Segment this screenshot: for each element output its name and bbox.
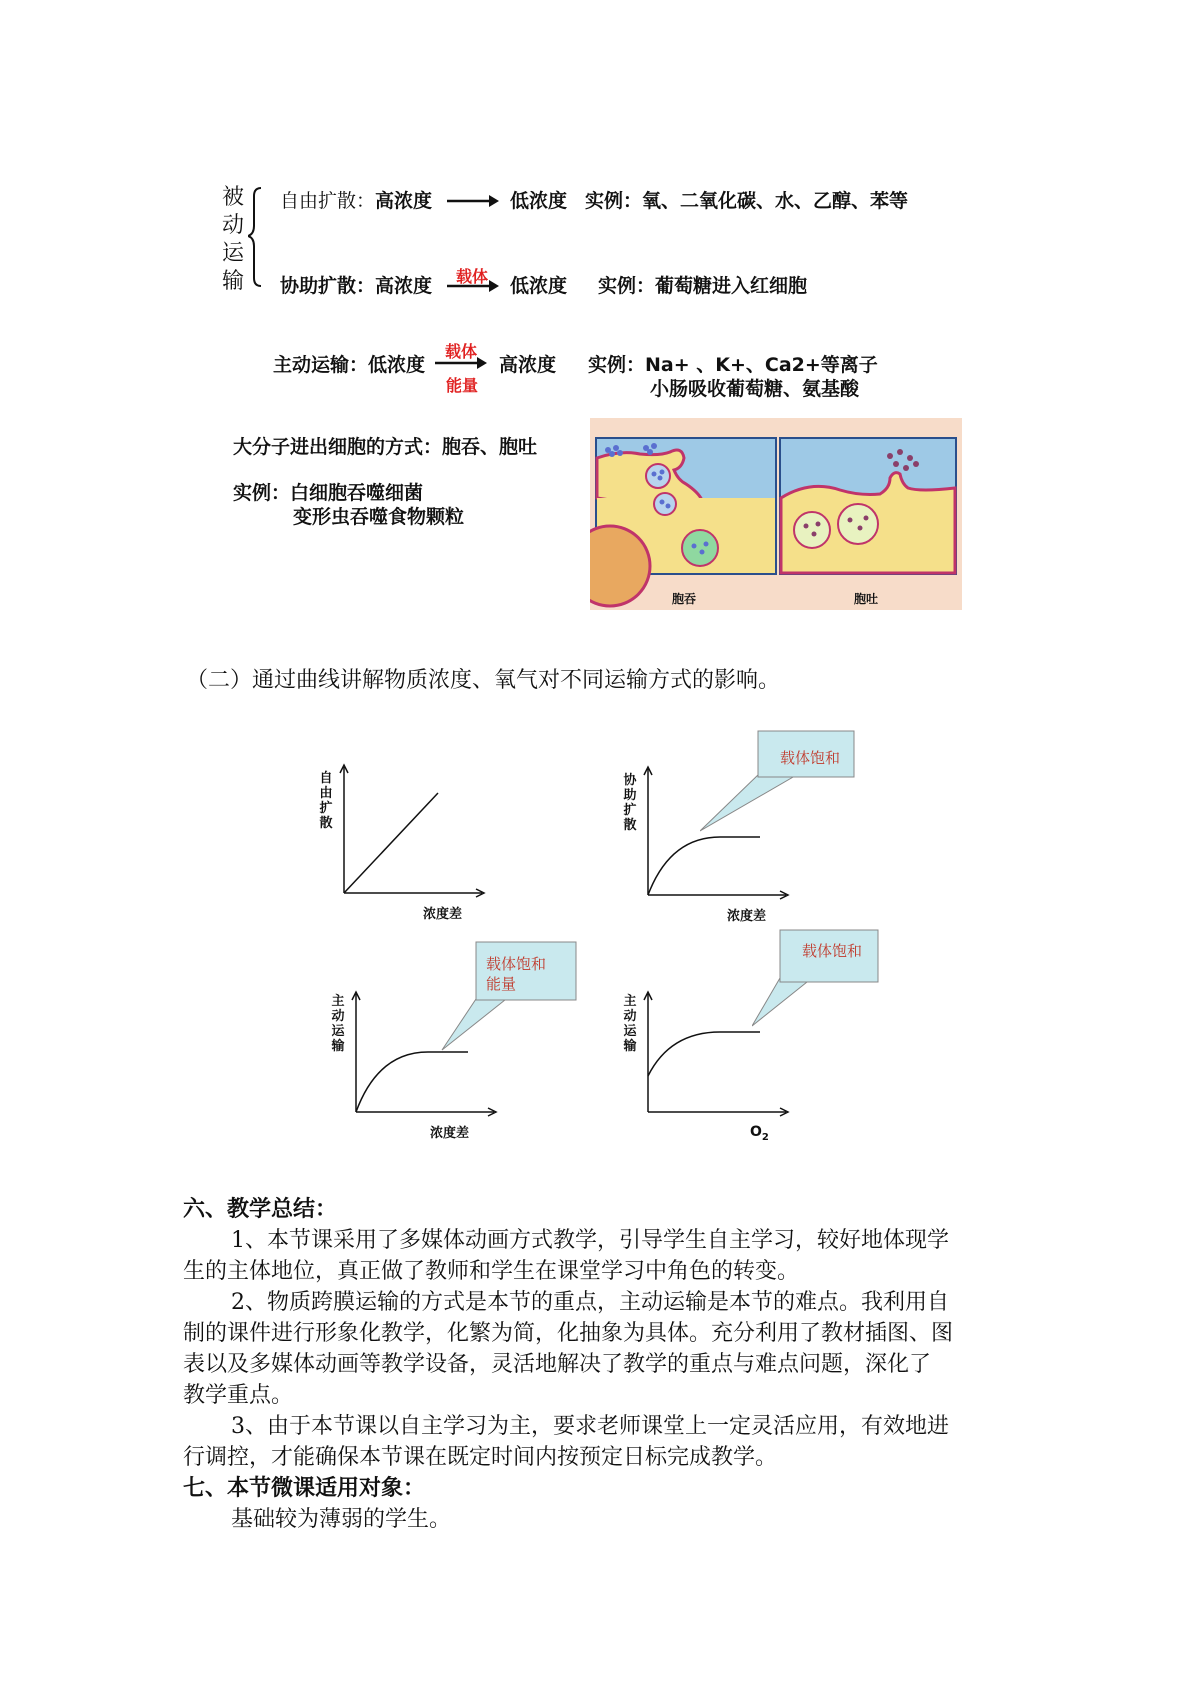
graph-xlabel: 浓度差 [727, 909, 767, 924]
active-arrow-bottom: 能量 [446, 376, 479, 395]
curve-line [344, 793, 438, 893]
summary-heading: 六、教学总结： [183, 1197, 338, 1222]
summary-line: 1、本节课采用了多媒体动画方式教学，引导学生自主学习，较好地体现学 [231, 1228, 949, 1253]
summary-line: 生的主体地位，真正做了教师和学生在课堂学习中角色的转变。 [183, 1259, 800, 1284]
facilitated-from: 高浓度 [375, 275, 433, 297]
facilitated-to: 低浓度 [510, 275, 568, 297]
summary-line: 教学重点。 [183, 1383, 294, 1408]
ylabel-char: 扩 [623, 803, 637, 818]
ylabel-char: 协 [623, 773, 637, 788]
free-to: 低浓度 [510, 190, 568, 212]
facilitated-diffusion-row [280, 274, 432, 298]
audience-text: 基础较为薄弱的学生。 [231, 1507, 452, 1532]
graph-xlabel [750, 1124, 769, 1143]
brace-icon [248, 186, 268, 288]
curve-line [648, 1032, 760, 1076]
ylabel-char: 输 [331, 1039, 345, 1054]
summary-line: 2、物质跨膜运输的方式是本节的重点，主动运输是本节的难点。我利用自 [231, 1290, 949, 1315]
ylabel-char: 散 [319, 816, 333, 831]
ylabel-char: 主 [623, 994, 637, 1009]
passive-char: 输 [221, 269, 244, 294]
ylabel-char: 运 [623, 1024, 637, 1039]
graph-ylabel [330, 994, 346, 1054]
ylabel-char: 扩 [319, 801, 333, 816]
active-transport-row [273, 353, 425, 377]
graph-ylabel [318, 771, 334, 831]
active-example-1: 实例：Na+ 、K+、Ca2+等离子 [588, 354, 878, 376]
cell-diagram [590, 418, 962, 610]
summary-line: 表以及多媒体动画等教学设备，灵活地解决了教学的重点与难点问题，深化了 [183, 1352, 932, 1377]
ylabel-char: 动 [623, 1009, 637, 1024]
exocytosis-caption: 胞吐 [854, 592, 879, 606]
callout-text: 载体饱和 [780, 749, 841, 767]
graph-xlabel: 浓度差 [430, 1126, 470, 1141]
graph-ylabel [622, 773, 638, 833]
free-from: 高浓度 [375, 190, 433, 212]
ylabel-char: 由 [319, 786, 333, 801]
active-from: 低浓度 [368, 354, 426, 376]
active-name: 主动运输： [273, 354, 369, 376]
section-two-intro: （二）通过曲线讲解物质浓度、氧气对不同运输方式的影响。 [186, 668, 781, 693]
ylabel-char: 输 [623, 1039, 637, 1054]
summary-body [183, 1225, 1023, 1473]
free-diffusion-row [280, 189, 432, 213]
passive-char: 动 [221, 213, 244, 238]
summary-line: 行调控，才能确保本节课在既定时间内按预定日标完成教学。 [183, 1445, 778, 1470]
graph-free-diffusion [318, 763, 488, 923]
ylabel-char: 运 [331, 1024, 345, 1039]
ylabel-char: 自 [319, 771, 333, 786]
curve-line [356, 1052, 468, 1112]
active-arrow-top: 载体 [445, 342, 478, 361]
passive-transport-label [221, 184, 245, 296]
xlabel-main: O [750, 1124, 762, 1140]
curve-line [648, 837, 760, 895]
active-to: 高浓度 [499, 354, 557, 376]
callout-text: 载体饱和 能量 [486, 955, 547, 993]
graph-xlabel: 浓度差 [423, 907, 463, 922]
endocytosis-caption: 胞吞 [672, 592, 697, 606]
free-example: 实例：氧、二氧化碳、水、乙醇、苯等 [585, 190, 909, 212]
summary-line: 制的课件进行形象化教学，化繁为简，化抽象为具体。充分利用了教材插图、图 [183, 1321, 954, 1346]
arrow-icon [447, 194, 499, 208]
facilitated-arrow-label: 载体 [456, 267, 489, 286]
graph-ylabel [622, 994, 638, 1054]
active-example-2: 小肠吸收葡萄糖、氨基酸 [650, 378, 860, 400]
macro-example-2: 变形虫吞噬食物颗粒 [293, 506, 465, 528]
arrow-icon [435, 356, 487, 370]
ylabel-char: 助 [623, 788, 637, 803]
facilitated-example: 实例：葡萄糖进入红细胞 [598, 275, 808, 297]
ylabel-char: 散 [623, 818, 637, 833]
xlabel-sub: 2 [761, 1131, 769, 1143]
ylabel-char: 主 [331, 994, 345, 1009]
ylabel-char: 动 [331, 1009, 345, 1024]
graph-axes [336, 763, 486, 898]
passive-char: 运 [221, 241, 244, 266]
audience-heading: 七、本节微课适用对象： [183, 1476, 426, 1501]
callout-text: 载体饱和 [802, 942, 863, 960]
endo-exocytosis-figure [590, 418, 962, 610]
passive-char: 被 [221, 185, 244, 210]
macro-title: 大分子进出细胞的方式：胞吞、胞吐 [233, 436, 538, 458]
callout-bubble [700, 723, 860, 833]
free-diffusion-name: 自由扩散： [280, 190, 376, 212]
arrow-icon [447, 279, 499, 293]
facilitated-name: 协助扩散： [280, 275, 376, 297]
macro-example-1: 实例：白细胞吞噬细菌 [233, 482, 424, 504]
summary-line: 3、由于本节课以自主学习为主，要求老师课堂上一定灵活应用，有效地进 [231, 1414, 949, 1439]
